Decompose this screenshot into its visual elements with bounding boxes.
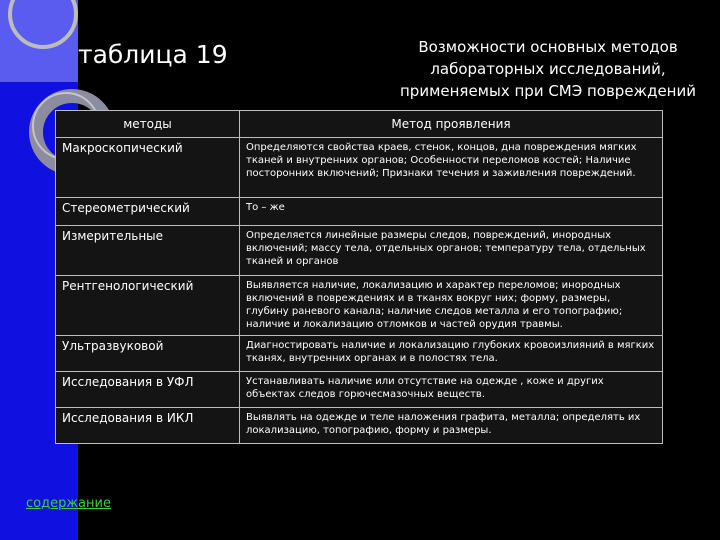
slide-title <box>398 36 698 102</box>
method-description-cell: Устанавливать наличие или отсутствие на одежде , коже и других объектах следов горючесмазочных веществ. <box>240 372 663 408</box>
column-header-methods: методы <box>56 111 240 138</box>
table-header-row <box>56 111 663 138</box>
method-description-cell: Диагностировать наличие и локализацию глубоких кровоизлияний в мягких тканях, внутренних органах и в полостях тела. <box>240 336 663 372</box>
method-description-cell: То – же <box>240 198 663 226</box>
method-name-cell: Ультразвуковой <box>56 336 240 372</box>
method-description-cell: Определяются свойства краев, стенок, концов, дна повреждения мягких тканей и внутренних органов; Особенности переломов костей; Наличие посторонних включений; Признаки течения и заживления повреждений. <box>240 138 663 198</box>
column-header-manifestation: Метод проявления <box>240 111 663 138</box>
method-name-cell: Рентгенологический <box>56 276 240 336</box>
method-name-cell: Стереометрический <box>56 198 240 226</box>
method-name-cell: Макроскопический <box>56 138 240 198</box>
contents-link[interactable]: содержание <box>26 496 111 511</box>
table-row <box>56 336 663 372</box>
method-name-cell: Измерительные <box>56 226 240 276</box>
slide-title-line: лабораторных исследований, <box>430 60 666 78</box>
method-name-cell: Исследования в УФЛ <box>56 372 240 408</box>
table-row <box>56 276 663 336</box>
table-row <box>56 372 663 408</box>
method-name-cell: Исследования в ИКЛ <box>56 408 240 444</box>
slide-number-label: таблица 19 <box>78 40 228 69</box>
methods-table <box>55 110 663 444</box>
method-description-cell: Выявляется наличие, локализацию и характер переломов; инородных включений в повреждениях и в тканях вокруг них; форму, размеры, глубину раневого канала; наличие следов металла и его топографию; наличие и локализацию отломков и частей орудия травмы. <box>240 276 663 336</box>
method-description-cell: Определяется линейные размеры следов, повреждений, инородных включений; массу тела, отдельных органов; температуру тела, отдельных тканей и органов <box>240 226 663 276</box>
table-row <box>56 138 663 198</box>
table-row <box>56 226 663 276</box>
method-description-cell: Выявлять на одежде и теле наложения графита, металла; определять их локализацию, топографию, форму и размеры. <box>240 408 663 444</box>
slide-title-line: Возможности основных методов <box>418 38 678 56</box>
table-row <box>56 408 663 444</box>
table-row <box>56 198 663 226</box>
slide-title-line: применяемых при СМЭ повреждений <box>400 82 696 100</box>
